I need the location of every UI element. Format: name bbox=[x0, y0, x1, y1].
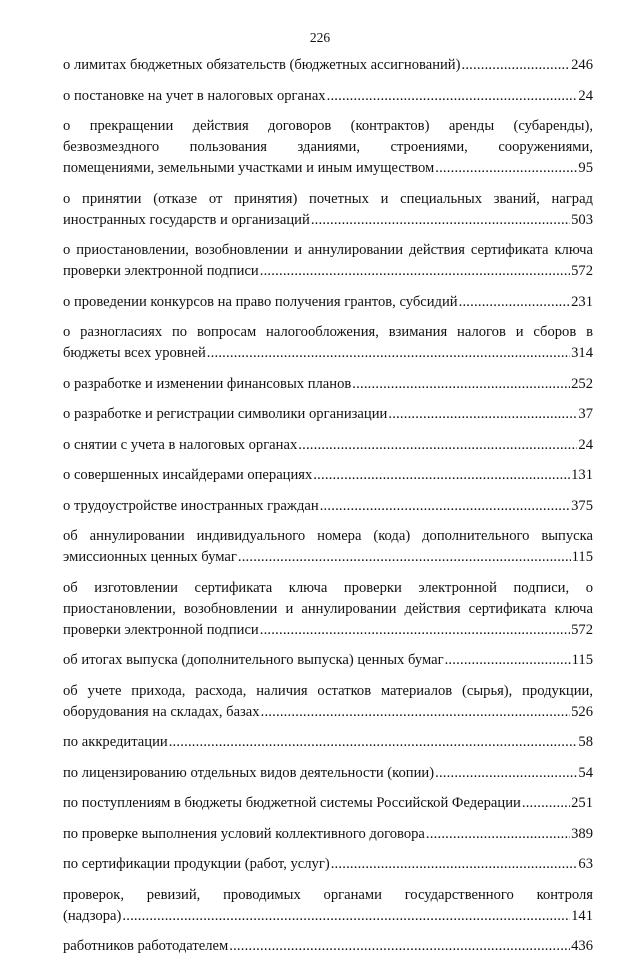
index-entry-page: 436 bbox=[571, 938, 593, 954]
index-entry-text: по сертификации продукции (работ, услуг) bbox=[63, 856, 330, 872]
dot-leader bbox=[388, 404, 577, 425]
dot-leader bbox=[461, 55, 570, 76]
dot-leader bbox=[122, 906, 570, 927]
index-entry-text: эмиссионных ценных бумаг bbox=[63, 549, 237, 565]
index-entry-page: 37 bbox=[578, 406, 593, 422]
index-entry-page: 141 bbox=[571, 907, 593, 924]
dot-leader bbox=[261, 702, 571, 723]
index-entry-text: о проведении конкурсов на право получения грантов, субсидий bbox=[63, 293, 458, 310]
index-entry-text: проверки электронной подписи bbox=[63, 263, 259, 279]
index-entry-last-line bbox=[63, 158, 593, 179]
index-entry-last-line bbox=[63, 261, 593, 282]
page-number: 226 bbox=[309, 30, 331, 45]
index-entry-page: 503 bbox=[571, 211, 593, 228]
index-list bbox=[63, 55, 593, 967]
index-entry-page: 54 bbox=[578, 764, 593, 781]
dot-leader bbox=[435, 158, 577, 179]
index-entry-page: 389 bbox=[571, 825, 593, 842]
dot-leader bbox=[320, 496, 570, 517]
dot-leader bbox=[311, 210, 570, 231]
index-entry-page: 24 bbox=[578, 87, 593, 104]
index-entry-page: 58 bbox=[578, 734, 593, 750]
index-entry-lead: об аннулировании индивидуального номера (кода) дополнительного выпуска bbox=[63, 528, 593, 544]
index-entry-page: 252 bbox=[571, 375, 593, 392]
dot-leader bbox=[260, 620, 570, 641]
index-entry bbox=[63, 496, 593, 517]
index-entry-lead: об изготовлении сертификата ключа проверки электронной подписи, о приостановлении, возобновлении и аннулировании действия сертификата ключа bbox=[63, 579, 593, 617]
index-entry bbox=[63, 465, 593, 486]
index-entry-text: по проверке выполнения условий коллективного договора bbox=[63, 825, 425, 842]
dot-leader bbox=[459, 292, 571, 313]
index-entry-text: проверки электронной подписи bbox=[63, 621, 259, 638]
dot-leader bbox=[445, 650, 571, 671]
index-entry-page: 115 bbox=[571, 549, 593, 565]
dot-leader bbox=[331, 854, 578, 875]
index-entry-text: по поступлениям в бюджеты бюджетной системы Российской Федерации bbox=[63, 795, 521, 811]
dot-leader bbox=[229, 936, 570, 957]
index-entry bbox=[63, 240, 593, 282]
index-entry-text: (надзора) bbox=[63, 907, 122, 924]
index-entry-text: о снятии с учета в налоговых органах bbox=[63, 436, 298, 453]
dot-leader bbox=[327, 86, 578, 107]
index-entry bbox=[63, 650, 593, 671]
index-entry-page: 314 bbox=[571, 345, 593, 361]
index-entry-lead: об учете прихода, расхода, наличия остатков материалов (сырья), продукции, bbox=[63, 682, 593, 699]
index-entry-page: 572 bbox=[571, 263, 593, 279]
index-entry bbox=[63, 793, 593, 814]
index-entry bbox=[63, 116, 593, 179]
index-entry bbox=[63, 435, 593, 456]
index-entry-text: о разработке и регистрации символики организации bbox=[63, 406, 388, 422]
index-entry bbox=[63, 936, 593, 957]
dot-leader bbox=[260, 261, 570, 282]
index-entry-text: оборудования на складах, базах bbox=[63, 703, 260, 720]
index-entry-last-line bbox=[63, 906, 593, 927]
index-entry-text: работников работодателем bbox=[63, 938, 229, 954]
index-entry-page: 572 bbox=[571, 621, 593, 638]
index-entry-text: по лицензированию отдельных видов деятельности (копии) bbox=[63, 764, 435, 781]
index-entry bbox=[63, 322, 593, 364]
index-entry-text: о постановке на учет в налоговых органах bbox=[63, 87, 326, 104]
index-entry bbox=[63, 854, 593, 875]
index-entry-lead: проверок, ревизий, проводимых органами государственного контроля bbox=[63, 886, 593, 903]
dot-leader bbox=[207, 343, 570, 364]
index-entry bbox=[63, 55, 593, 76]
index-entry bbox=[63, 86, 593, 107]
index-entry-page: 246 bbox=[571, 57, 593, 73]
index-entry-page: 95 bbox=[578, 160, 593, 176]
index-entry bbox=[63, 824, 593, 845]
index-entry-page: 24 bbox=[578, 436, 593, 453]
index-entry-text: о лимитах бюджетных обязательств (бюджетных ассигнований) bbox=[63, 57, 461, 73]
index-entry-lead: о принятии (отказе от принятия) почетных и специальных званий, наград bbox=[63, 190, 593, 207]
index-entry bbox=[63, 578, 593, 641]
index-entry-text: иностранных государств и организаций bbox=[63, 211, 310, 228]
index-entry bbox=[63, 189, 593, 231]
index-entry bbox=[63, 732, 593, 753]
dot-leader bbox=[352, 374, 570, 395]
index-entry-lead: о приостановлении, возобновлении и аннулировании действия сертификата ключа bbox=[63, 242, 593, 258]
index-entry-text: об итогах выпуска (дополнительного выпуска) ценных бумаг bbox=[63, 652, 444, 668]
index-entry bbox=[63, 292, 593, 313]
index-entry bbox=[63, 763, 593, 784]
index-entry-page: 115 bbox=[571, 652, 593, 668]
index-entry-page: 375 bbox=[571, 497, 593, 514]
dot-leader bbox=[169, 732, 578, 753]
index-entry bbox=[63, 374, 593, 395]
index-entry bbox=[63, 526, 593, 568]
index-entry-last-line bbox=[63, 702, 593, 723]
dot-leader bbox=[298, 435, 577, 456]
index-entry-page: 63 bbox=[578, 856, 593, 872]
index-entry bbox=[63, 404, 593, 425]
index-entry-page: 526 bbox=[571, 703, 593, 720]
index-entry-text: о совершенных инсайдерами операциях bbox=[63, 467, 313, 483]
index-entry-text: по аккредитации bbox=[63, 734, 168, 750]
dot-leader bbox=[426, 824, 570, 845]
index-entry-last-line bbox=[63, 210, 593, 231]
index-entry-page: 231 bbox=[571, 293, 593, 310]
index-entry-page: 251 bbox=[571, 795, 593, 811]
index-entry-text: бюджеты всех уровней bbox=[63, 345, 206, 361]
index-entry-last-line bbox=[63, 620, 593, 641]
index-entry-last-line bbox=[63, 547, 593, 568]
dot-leader bbox=[522, 793, 570, 814]
dot-leader bbox=[313, 465, 570, 486]
dot-leader bbox=[238, 547, 571, 568]
dot-leader bbox=[435, 763, 577, 784]
index-entry-page: 131 bbox=[571, 467, 593, 483]
index-entry bbox=[63, 681, 593, 723]
index-entry-text: о разработке и изменении финансовых планов bbox=[63, 375, 352, 392]
index-entry-last-line bbox=[63, 343, 593, 364]
index-entry bbox=[63, 885, 593, 927]
index-entry-lead: о разногласиях по вопросам налогообложения, взимания налогов и сборов в bbox=[63, 324, 593, 340]
index-entry-text: помещениями, земельными участками и иным имуществом bbox=[63, 160, 435, 176]
index-entry-lead: о прекращении действия договоров (контрактов) аренды (субаренды), безвозмездного пользования зданиями, строениями, сооружениями, bbox=[63, 118, 593, 155]
index-entry-text: о трудоустройстве иностранных граждан bbox=[63, 497, 319, 514]
